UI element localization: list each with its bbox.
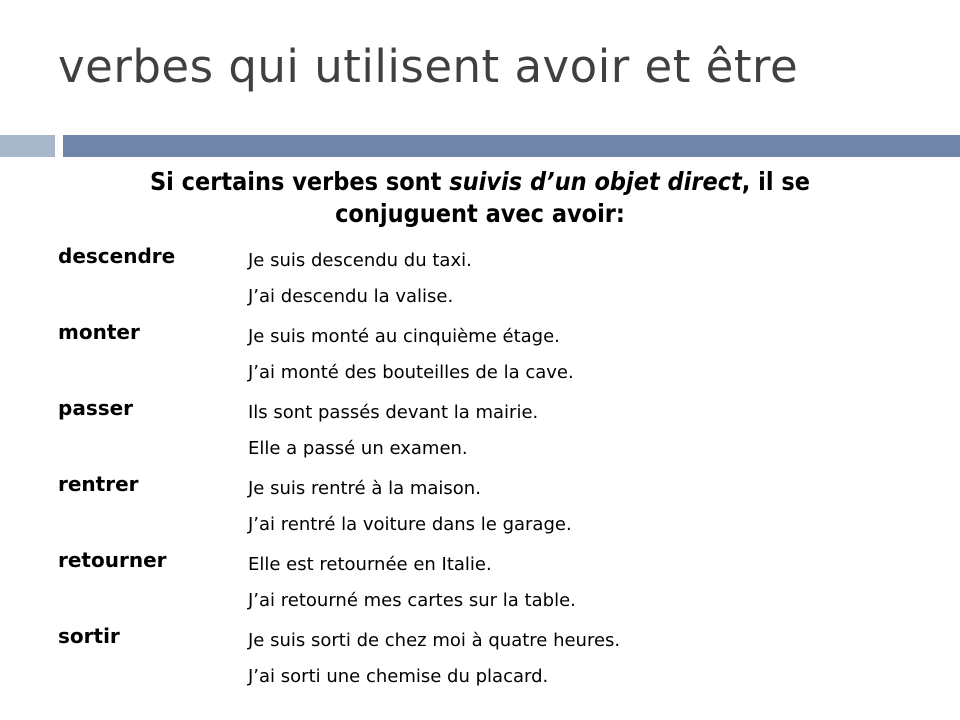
decorative-bar-dark [63,135,960,157]
verb-row-monter [58,318,938,394]
example-etre: Je suis rentré à la maison. [248,478,481,499]
verb-label: descendre [58,244,176,268]
verb-label: passer [58,396,134,420]
example-avoir: J’ai sorti une chemise du placard. [248,666,549,687]
example-etre: Je suis sorti de chez moi à quatre heures. [248,630,621,651]
verb-label: rentrer [58,472,139,496]
example-etre: Je suis descendu du taxi. [248,250,472,271]
example-avoir: J’ai retourné mes cartes sur la table. [248,590,576,611]
slide-subtitle [90,166,870,230]
verb-label: retourner [58,548,167,572]
verb-row-retourner [58,546,938,622]
example-avoir: J’ai descendu la valise. [248,286,454,307]
example-avoir: J’ai monté des bouteilles de la cave. [248,362,574,383]
decorative-bar-light [0,135,55,157]
verb-row-descendre [58,242,938,318]
example-avoir: Elle a passé un examen. [248,438,468,459]
example-etre: Ils sont passés devant la mairie. [248,402,539,423]
subtitle-part1: Si certains verbes sont [149,167,450,196]
verb-label: monter [58,320,140,344]
example-etre: Je suis monté au cinquième étage. [248,326,560,347]
example-etre: Elle est retournée en Italie. [248,554,492,575]
verb-list [58,242,938,698]
subtitle-emphasis: suivis d’un objet direct [449,167,742,196]
verb-row-rentrer [58,470,938,546]
verb-label: sortir [58,624,120,648]
verb-row-sortir [58,622,938,698]
example-avoir: J’ai rentré la voiture dans le garage. [248,514,572,535]
subtitle-part2: , il se conjuguent avec avoir: [335,167,811,228]
verb-row-passer [58,394,938,470]
slide-title: verbes qui utilisent avoir et être [58,40,799,93]
